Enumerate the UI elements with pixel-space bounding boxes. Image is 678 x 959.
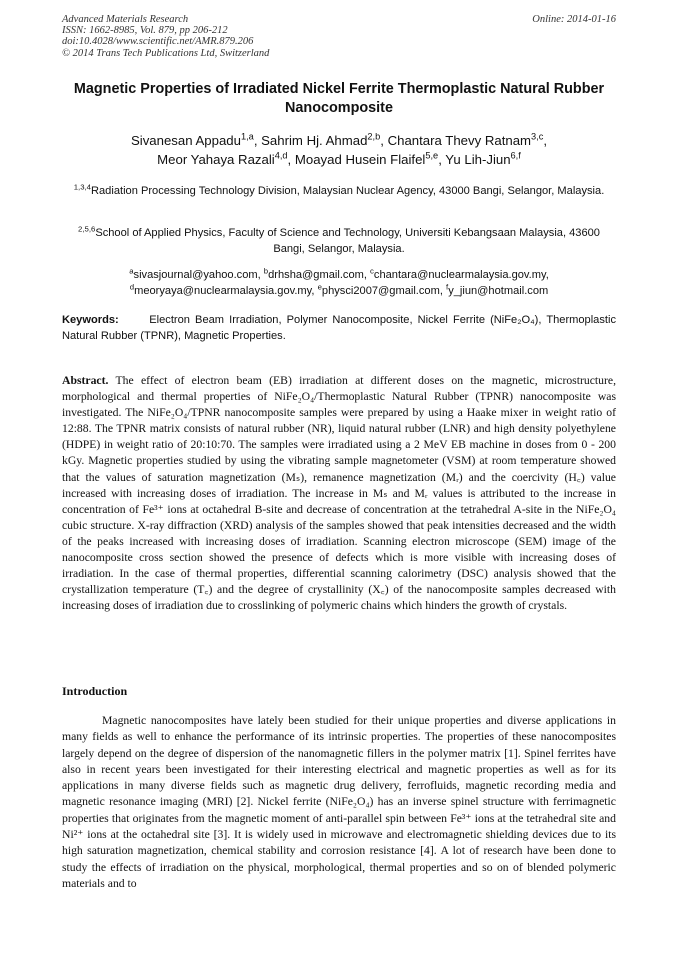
author-sup: 6,f — [510, 150, 521, 161]
author-sup: 2,b — [367, 131, 381, 142]
copyright-line: © 2014 Trans Tech Publications Ltd, Switzerland — [62, 47, 270, 59]
affiliation-text: Radiation Processing Technology Division, Malaysian Nuclear Agency, 43000 Bangi, Selangor, Malaysia. — [91, 185, 605, 197]
abstract-label: Abstract. — [62, 374, 109, 387]
author-sup: 3,c — [531, 131, 544, 142]
abstract-text: The effect of electron beam (EB) irradiation at different doses on the magnetic, microstructure, morphological and thermal properties of NiFe₂O₄/Thermoplastic Natural Rubber (TPNR) nanocomposite was investigated. The NiFe₂O₄/TPNR nanocomposite samples were prepared by using a Haake mixer in weight ratio of 12:88. The TPNR matrix consists of natural rubber (NR), liquid natural rubber (LNR) and high density polyethylene (HDPE) in weight ratio of 20:10:70. The samples were irradiated using a 2 MeV EB machine in doses from 0 - 200 kGy. Magnetic properties studied by using the vibrating sample magnetometer (VSM) at room temperature showed that the values of saturation magnetization (Mₛ), remanence magnetization (Mᵣ) and the coercivity (H꜀) value increased with increasing doses of irradiation. The increase in Mₛ and Mᵣ values is attributed to the increase in concentration of Fe³⁺ ions at octahedral B-site and decrease of concentration at the tetrahedral A-site in the NiFe₂O₄ cubic structure. X-ray diffraction (XRD) analysis of the samples showed that peak intensities decreased and the width of the peaks increased with increasing doses of irradiation. Scanning electron microscope (SEM) image of the nanocomposite cross section showed the presence of defects which is more visible with increasing doses of irradiation. In the case of thermal properties, differential scanning calorimetry (DSC) analysis showed that the crystallization temperature (T꜀) and the degree of crystallinity (X꜀) of the nanocomposite samples decreased with increasing doses of irradiation due to crosslinking of polymeric chains which hinders the growth of crystals. — [62, 374, 616, 613]
author-name: Meor Yahaya Razali — [157, 152, 275, 167]
doi-link[interactable]: doi:10.4028/www.scientific.net/AMR.879.206 — [62, 36, 254, 48]
paper-title: Magnetic Properties of Irradiated Nickel Ferrite Thermoplastic Natural Rubber Nanocomposite — [73, 81, 605, 116]
email-sup: e — [317, 281, 322, 291]
author-name: Sahrim Hj. Ahmad — [261, 133, 368, 148]
author-sup: 4,d — [274, 150, 288, 161]
email-sup: d — [129, 281, 135, 291]
author-list: Sivanesan Appadu$^{1,a}$, Sahrim Hj. Ahmad$^{2,b}$, Chantara Thevy Ratnam$^{3,c}$, Meor Yahaya Razali$^{4,d}$, Moayad Husein Flaifel$^{5,e}$, Yu Lih-Jiun$^{6,f}$ — [130, 131, 548, 167]
email-link[interactable]: sivasjournal@yahoo.com — [133, 269, 258, 281]
keywords — [62, 313, 616, 344]
online-date: Online: 2014-01-16 — [532, 14, 616, 25]
affiliation-1 — [62, 184, 616, 200]
author-sup: 1,a — [240, 131, 254, 142]
email-link[interactable]: meoryaya@nuclearmalaysia.gov.my — [134, 284, 312, 297]
email-link[interactable]: chantara@nuclearmalaysia.gov.my — [373, 269, 546, 281]
author-name: Moayad Husein Flaifel — [294, 152, 426, 167]
email-link[interactable]: physci2007@gmail.com — [321, 284, 440, 297]
affiliation-text: School of Applied Physics, Faculty of Science and Technology, Universiti Kebangsaan Malaysia, 43600 Bangi, Selangor, Malaysia. — [95, 227, 600, 255]
journal-name: Advanced Materials Research — [62, 14, 189, 25]
author-sup: 5,e — [425, 150, 439, 161]
email-sup: b — [263, 266, 269, 276]
email-link[interactable]: drhsha@gmail.com — [268, 269, 364, 281]
keywords-text: Electron Beam Irradiation, Polymer Nanocomposite, Nickel Ferrite (NiFe₂O₄), Thermoplastic Natural Rubber (TPNR), Magnetic Properties. — [62, 314, 616, 342]
author-name: Chantara Thevy Ratnam — [387, 133, 532, 148]
email-sup: c — [370, 266, 374, 276]
issn-line: ISSN: 1662-8985, Vol. 879, pp 206-212 — [62, 25, 228, 37]
keywords-label: Keywords: — [62, 314, 119, 326]
introduction-paragraph: Magnetic nanocomposites have lately been studied for their unique properties and diverse applications in many fields as well to enhance the performance of its intrinsic properties. The properties of these nanocomposites largely depend on the degree of dispersion of the nanomagnetic fillers in the polymer matrix [1]. Spinel ferrites have also in recent years been investigated for their interesting electrical and magnetic properties as well as for its applications in many diverse fields such as magnetic drug delivery, ferrofluids, magnetic recording media and magnetic resonance imaging (MRI) [2]. Nickel ferrite (NiFe₂O₄) has an inverse spinel structure with ferrimagnetic properties that originates from the magnetic moment of anti-parallel spin between Fe³⁺ ions at the tetrahedral site and Ni²⁺ ions at the octahedral site [3]. It is widely used in microwave and electromagnetic shielding devices due to its high saturation magnetization, chemical stability and corrosion resistance [4]. A lot of research have been done to study the effects of irradiation on the physical, morphological, thermal properties and so on of blended polymeric materials and to — [62, 714, 616, 890]
email-sup: a — [129, 266, 134, 276]
email-link[interactable]: y_jiun@hotmail.com — [448, 284, 549, 297]
email-list: $^a$sivasjournal@yahoo.com, $^b$drhsha@gmail.com, $^c$chantara@nuclearmalaysia.gov.my, $^d$meoryaya@nuclearmalaysia.gov.my, $^e$physci2007@gmail.com, $^f$y_jiun@hotmail.com — [129, 266, 549, 297]
abstract — [62, 373, 616, 614]
author-name: Sivanesan Appadu — [130, 133, 241, 148]
affiliation-2 — [62, 226, 616, 257]
journal-info — [62, 14, 269, 59]
email-sup: f — [446, 281, 449, 291]
author-name: Yu Lih-Jiun — [445, 152, 511, 167]
section-heading-introduction: Introduction — [62, 684, 128, 698]
affiliation-sup: 2,5,6 — [78, 224, 96, 234]
affiliation-sup: 1,3,4 — [73, 182, 91, 192]
